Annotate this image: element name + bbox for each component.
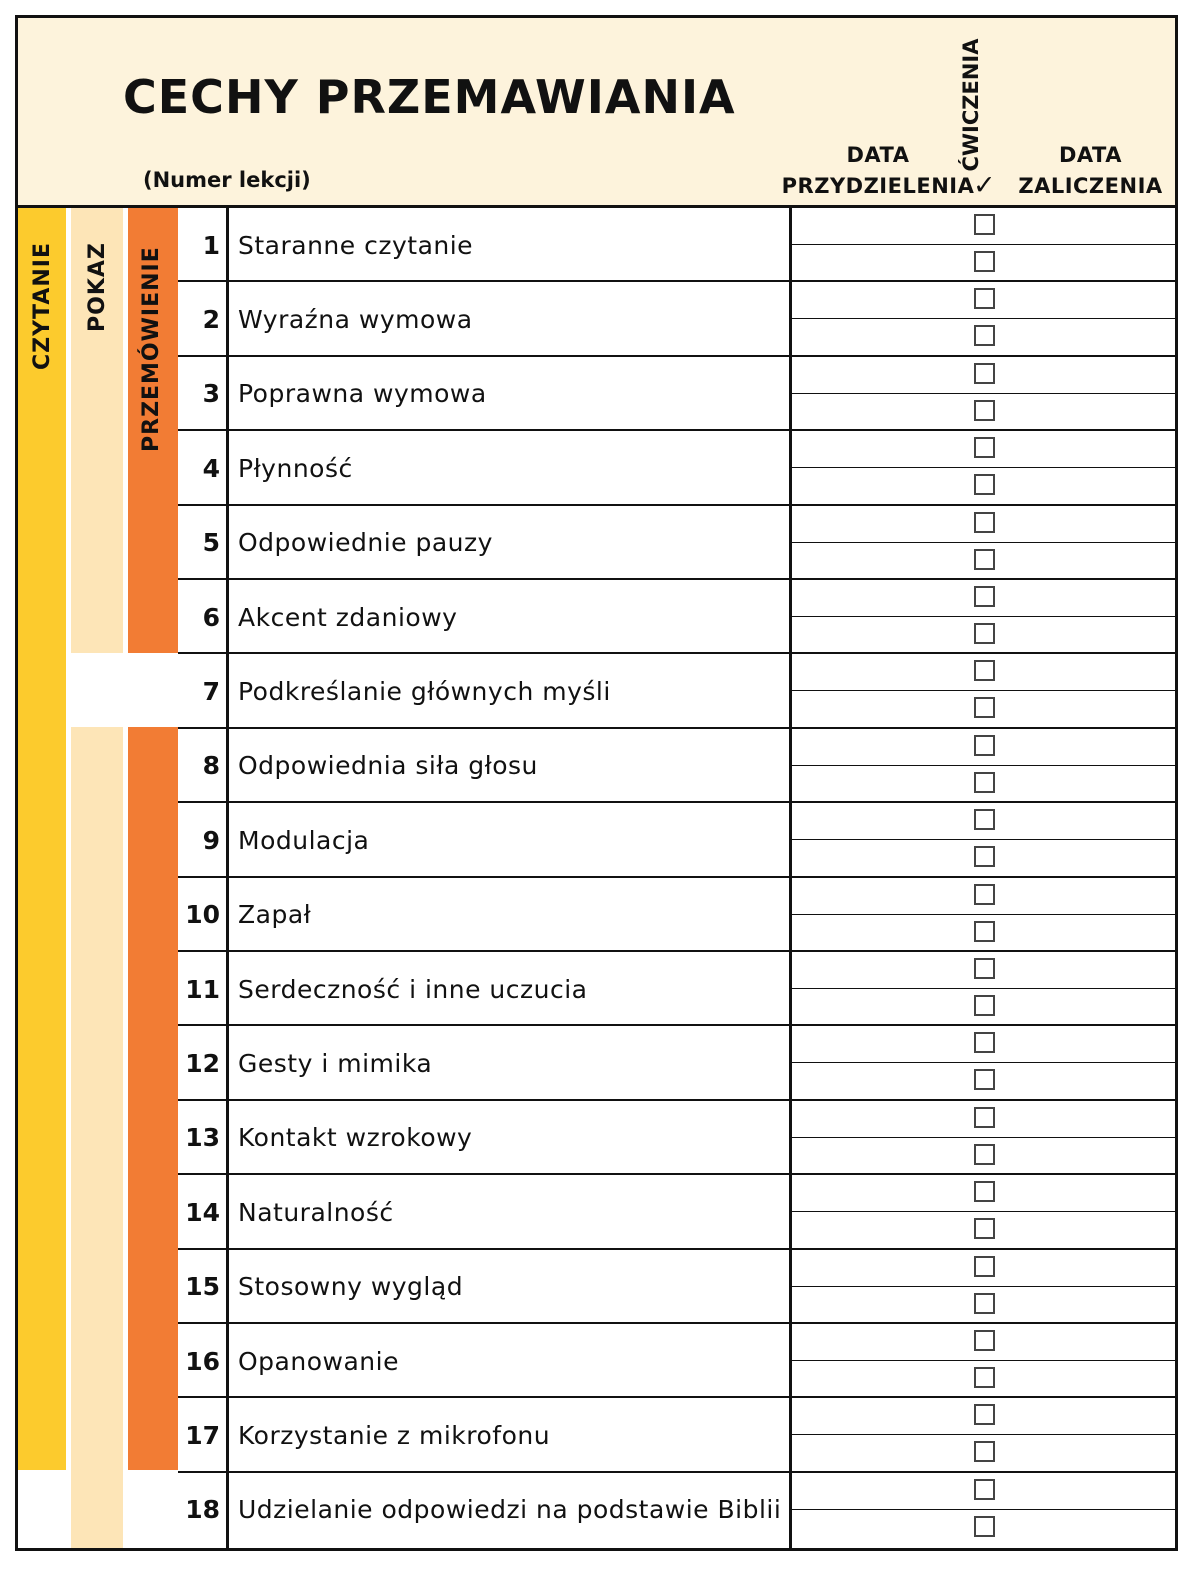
exercise-checkbox[interactable] bbox=[974, 1516, 995, 1537]
exercise-checkbox[interactable] bbox=[974, 1107, 995, 1128]
lesson-row bbox=[18, 1398, 1175, 1472]
lesson-row bbox=[18, 1026, 1175, 1100]
date-subline bbox=[791, 244, 1175, 245]
lesson-title: Odpowiednie pauzy bbox=[238, 528, 493, 558]
lesson-number: 10 bbox=[185, 900, 220, 930]
lesson-number: 2 bbox=[202, 305, 220, 335]
date-subline bbox=[791, 1211, 1175, 1212]
lesson-title: Serdeczność i inne uczucia bbox=[238, 974, 588, 1004]
lesson-row bbox=[18, 506, 1175, 580]
exercise-checkbox[interactable] bbox=[974, 772, 995, 793]
date-subline bbox=[791, 690, 1175, 691]
exercises-header: ĆWICZENIA bbox=[959, 38, 983, 172]
date-subline bbox=[791, 318, 1175, 319]
lesson-number: 5 bbox=[202, 528, 220, 558]
exercise-checkbox[interactable] bbox=[974, 1330, 995, 1351]
lesson-number: 13 bbox=[185, 1123, 220, 1153]
lesson-title: Płynność bbox=[238, 453, 353, 483]
exercise-checkbox[interactable] bbox=[974, 623, 995, 644]
lesson-row bbox=[18, 431, 1175, 505]
exercise-checkbox[interactable] bbox=[974, 921, 995, 942]
lesson-number: 1 bbox=[202, 230, 220, 260]
exercise-checkbox[interactable] bbox=[974, 549, 995, 570]
check-mark-icon: ✓ bbox=[973, 170, 996, 201]
lesson-title: Odpowiednia siła głosu bbox=[238, 751, 538, 781]
exercise-checkbox[interactable] bbox=[974, 1441, 995, 1462]
date-subline bbox=[791, 1360, 1175, 1361]
date-subline bbox=[791, 542, 1175, 543]
lesson-number: 9 bbox=[202, 825, 220, 855]
lesson-number: 4 bbox=[202, 453, 220, 483]
talk-category-label: PRZEMÓWIENIE bbox=[139, 246, 164, 452]
exercise-checkbox[interactable] bbox=[974, 1479, 995, 1500]
lesson-title: Naturalność bbox=[238, 1197, 394, 1227]
exercise-checkbox[interactable] bbox=[974, 884, 995, 905]
date-subline bbox=[791, 393, 1175, 394]
lesson-title: Opanowanie bbox=[238, 1346, 399, 1376]
lesson-row bbox=[18, 282, 1175, 356]
lesson-number: 12 bbox=[185, 1049, 220, 1079]
date-subline bbox=[791, 616, 1175, 617]
lesson-title: Podkreślanie głównych myśli bbox=[238, 677, 611, 707]
lesson-number: 7 bbox=[202, 677, 220, 707]
lesson-row bbox=[18, 803, 1175, 877]
lesson-number: 8 bbox=[202, 751, 220, 781]
lesson-title: Udzielanie odpowiedzi na podstawie Biblii bbox=[238, 1495, 782, 1525]
exercise-checkbox[interactable] bbox=[974, 1293, 995, 1314]
exercise-checkbox[interactable] bbox=[974, 363, 995, 384]
lesson-number: 3 bbox=[202, 379, 220, 409]
date-subline bbox=[791, 839, 1175, 840]
exercise-checkbox[interactable] bbox=[974, 474, 995, 495]
lesson-row bbox=[18, 208, 1175, 282]
lesson-number: 6 bbox=[202, 602, 220, 632]
speech-qualities-sheet bbox=[15, 15, 1178, 1551]
date-subline bbox=[791, 914, 1175, 915]
lesson-row bbox=[18, 1473, 1175, 1547]
exercise-checkbox[interactable] bbox=[974, 735, 995, 756]
exercise-checkbox[interactable] bbox=[974, 1069, 995, 1090]
lesson-title: Wyraźna wymowa bbox=[238, 305, 473, 335]
exercise-checkbox[interactable] bbox=[974, 1181, 995, 1202]
sheet-header bbox=[18, 18, 1175, 208]
lesson-title: Korzystanie z mikrofonu bbox=[238, 1421, 551, 1451]
lesson-row bbox=[18, 878, 1175, 952]
lesson-number-caption: (Numer lekcji) bbox=[143, 168, 311, 192]
exercise-checkbox[interactable] bbox=[974, 288, 995, 309]
exercise-checkbox[interactable] bbox=[974, 1367, 995, 1388]
date-subline bbox=[791, 988, 1175, 989]
date-subline bbox=[791, 1434, 1175, 1435]
lesson-number: 11 bbox=[185, 974, 220, 1004]
lesson-row bbox=[18, 1250, 1175, 1324]
exercise-checkbox[interactable] bbox=[974, 400, 995, 421]
reading-category-label: CZYTANIE bbox=[30, 242, 55, 370]
exercise-checkbox[interactable] bbox=[974, 1404, 995, 1425]
lesson-title: Zapał bbox=[238, 900, 312, 930]
lesson-number: 14 bbox=[185, 1197, 220, 1227]
exercise-checkbox[interactable] bbox=[974, 586, 995, 607]
lesson-title: Staranne czytanie bbox=[238, 230, 474, 260]
date-subline bbox=[791, 467, 1175, 468]
exercise-checkbox[interactable] bbox=[974, 958, 995, 979]
exercise-checkbox[interactable] bbox=[974, 697, 995, 718]
lesson-title: Poprawna wymowa bbox=[238, 379, 487, 409]
exercise-checkbox[interactable] bbox=[974, 214, 995, 235]
exercise-checkbox[interactable] bbox=[974, 437, 995, 458]
assigned-date-header-text: DATA PRZYDZIELENIA bbox=[781, 143, 975, 198]
exercise-checkbox[interactable] bbox=[974, 660, 995, 681]
lesson-row bbox=[18, 1324, 1175, 1398]
lesson-row bbox=[18, 952, 1175, 1026]
lesson-row bbox=[18, 654, 1175, 728]
lesson-number: 16 bbox=[185, 1346, 220, 1376]
date-subline bbox=[791, 1509, 1175, 1510]
exercise-checkbox[interactable] bbox=[974, 809, 995, 830]
date-subline bbox=[791, 765, 1175, 766]
lesson-title: Akcent zdaniowy bbox=[238, 602, 458, 632]
lesson-title: Gesty i mimika bbox=[238, 1049, 433, 1079]
date-subline bbox=[791, 1286, 1175, 1287]
lesson-title: Kontakt wzrokowy bbox=[238, 1123, 473, 1153]
exercise-checkbox[interactable] bbox=[974, 846, 995, 867]
exercise-checkbox[interactable] bbox=[974, 512, 995, 533]
completed-date-header-text: DATA ZALICZENIA bbox=[1018, 143, 1163, 198]
exercise-checkbox[interactable] bbox=[974, 1256, 995, 1277]
demo-category-label: POKAZ bbox=[85, 242, 110, 332]
lesson-row bbox=[18, 357, 1175, 431]
exercise-checkbox[interactable] bbox=[974, 251, 995, 272]
lesson-row bbox=[18, 729, 1175, 803]
lesson-row bbox=[18, 580, 1175, 654]
exercise-checkbox[interactable] bbox=[974, 995, 995, 1016]
exercise-checkbox[interactable] bbox=[974, 1144, 995, 1165]
assigned-date-header bbox=[778, 140, 978, 202]
completed-date-header bbox=[1008, 140, 1173, 202]
exercise-checkbox[interactable] bbox=[974, 325, 995, 346]
lesson-number: 18 bbox=[185, 1495, 220, 1525]
date-subline bbox=[791, 1137, 1175, 1138]
exercise-checkbox[interactable] bbox=[974, 1032, 995, 1053]
page-title: CECHY PRZEMAWIANIA bbox=[123, 70, 736, 124]
lesson-title: Modulacja bbox=[238, 825, 370, 855]
date-subline bbox=[791, 1062, 1175, 1063]
lesson-row bbox=[18, 1175, 1175, 1249]
lesson-title: Stosowny wygląd bbox=[238, 1272, 464, 1302]
lesson-number: 17 bbox=[185, 1421, 220, 1451]
exercise-checkbox[interactable] bbox=[974, 1218, 995, 1239]
lesson-row bbox=[18, 1101, 1175, 1175]
lesson-number: 15 bbox=[185, 1272, 220, 1302]
